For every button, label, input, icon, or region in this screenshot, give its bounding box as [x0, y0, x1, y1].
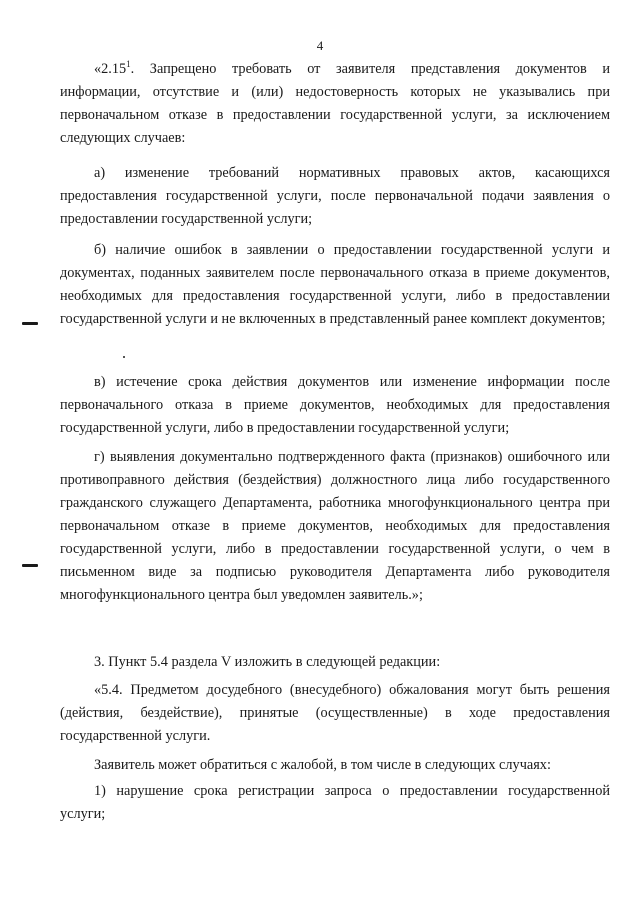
paragraph-point-3: 3. Пункт 5.4 раздела V изложить в следующей редакции: [94, 654, 441, 670]
list-item-1: 1) нарушение срока регистрации запроса о предоставлении государственной услуги; [60, 783, 610, 822]
paragraph-2-15 [60, 58, 610, 150]
list-item-v: в) истечение срока действия документов или изменение информации после первоначального отказа в приеме документов, необходимых для предоставления государственной услуги, либо в предоставлении государственной услуги; [60, 374, 610, 436]
list-item-g: г) выявления документально подтвержденного факта (признаков) ошибочного или противоправного действия (бездействия) должностного лица либо государственного гражданского служащего Департамента, работника многофункционального центра при первоначальном отказе в приеме документов, необходимых для предоставления государственной услуги, либо в предоставлении государственной услуги, о чем в письменном виде за подписью руководителя Департамента либо руководителя многофункционального центра был уведомлен заявитель.»; [60, 449, 610, 603]
paragraph-5-4: «5.4. Предметом досудебного (внесудебного) обжалования могут быть решения (действия, бездействие), принятые (осуществленные) в ходе предоставления государственной услуги. [60, 682, 610, 744]
paragraph-2-15-number: «2.15 [94, 61, 127, 77]
page-number: 4 [316, 38, 324, 53]
margin-scan-mark-upper [22, 322, 38, 325]
paragraph-applicant: Заявитель может обратиться с жалобой, в том числе в следующих случаях: [94, 757, 551, 773]
superscript-marker: 1 [126, 59, 131, 70]
scan-speck [123, 356, 125, 358]
list-item-a: а) изменение требований нормативных правовых актов, касающихся предоставления государственной услуги, после первоначальной подачи заявления о предоставлении государственной услуги; [60, 165, 610, 227]
margin-scan-mark-lower [22, 564, 38, 567]
paragraph-2-15-text: . Запрещено требовать от заявителя представления документов и информации, отсутствие и (или) недостоверность которых не указывались при первоначальном отказе в предоставлении государственной услуги, за исключением следующих случаев: [60, 61, 610, 146]
list-item-b: б) наличие ошибок в заявлении о предоставлении государственной услуги и документах, поданных заявителем после первоначального отказа в приеме документов, необходимых для предоставления государственной услуги, либо в предоставлении государственной услуги и не включенных в представленный ранее комплект документов; [60, 242, 610, 327]
